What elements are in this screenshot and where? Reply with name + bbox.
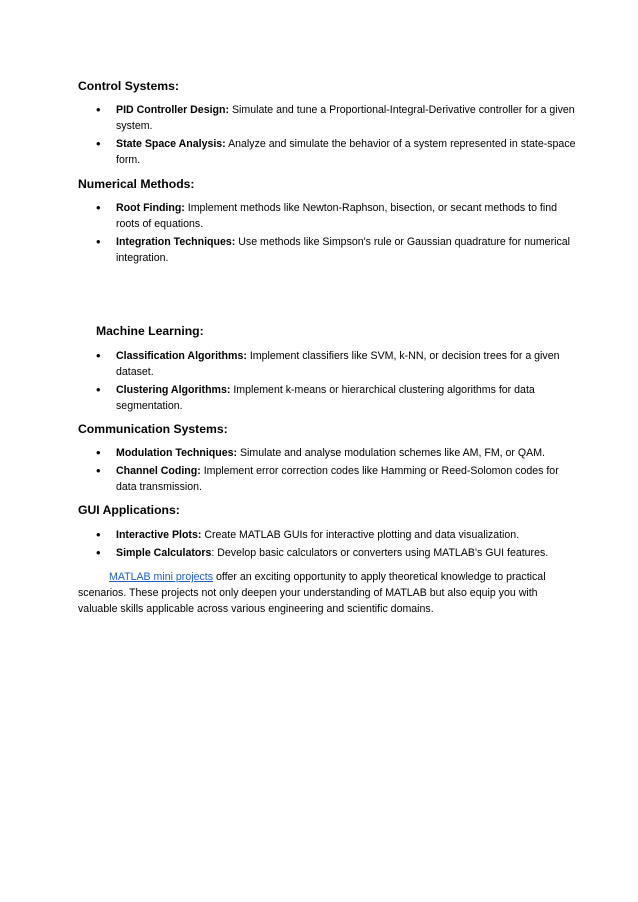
item-text: : Develop basic calculators or converters using MATLAB's GUI features. [211, 547, 549, 559]
list-item [0, 348, 638, 380]
list-item [0, 136, 638, 168]
item-text: Implement methods like Newton-Raphson, bisection, or secant methods to find roots of equations. [116, 202, 557, 230]
item-text: Simulate and tune a Proportional-Integral-Derivative controller for a given system. [116, 104, 575, 132]
item-term: PID Controller Design: [116, 104, 230, 116]
item-term: Interactive Plots: [116, 529, 202, 541]
list-item [0, 463, 638, 495]
closing-paragraph [78, 569, 568, 617]
section-heading-numerical-methods: Numerical Methods: [78, 177, 195, 191]
item-term: Channel Coding: [116, 465, 201, 477]
item-text: Use methods like Simpson's rule or Gaussian quadrature for numerical integration. [116, 236, 570, 264]
item-text: Implement error correction codes like Hamming or Reed-Solomon codes for data transmission. [116, 465, 559, 493]
numerical-methods-list [0, 200, 638, 268]
matlab-mini-projects-link[interactable]: MATLAB mini projects [109, 571, 214, 583]
item-term: Simple Calculators [116, 547, 212, 559]
list-item [0, 200, 638, 232]
communication-systems-list [0, 445, 638, 497]
section-heading-control-systems: Control Systems: [78, 79, 179, 93]
item-text: Implement classifiers like SVM, k-NN, or decision trees for a given dataset. [116, 350, 560, 378]
gui-applications-list [0, 527, 638, 563]
item-text: Simulate and analyse modulation schemes like AM, FM, or QAM. [237, 447, 545, 459]
list-item [0, 234, 638, 266]
section-heading-communication-systems: Communication Systems: [78, 422, 228, 436]
item-term: Root Finding: [116, 202, 185, 214]
item-term: Integration Techniques: [116, 236, 236, 248]
section-heading-machine-learning: Machine Learning: [96, 324, 204, 338]
control-systems-list [0, 102, 638, 170]
list-item [0, 382, 638, 414]
closing-text: offer an exciting opportunity to apply theoretical knowledge to practical scenarios. These projects not only deepen your understanding of MATLAB but also equip you with valuable skills applicable across various engineering and scientific domains. [78, 571, 546, 615]
list-item [0, 545, 638, 561]
machine-learning-list [0, 348, 638, 416]
item-term: Clustering Algorithms: [116, 384, 231, 396]
list-item [0, 445, 638, 461]
item-text: Implement k-means or hierarchical clustering algorithms for data segmentation. [116, 384, 535, 412]
item-term: State Space Analysis: [116, 138, 226, 150]
item-term: Modulation Techniques: [116, 447, 238, 459]
section-heading-gui-applications: GUI Applications: [78, 503, 180, 517]
list-item [0, 102, 638, 134]
list-item [0, 527, 638, 543]
item-text: Create MATLAB GUIs for interactive plotting and data visualization. [201, 529, 520, 541]
item-text: Analyze and simulate the behavior of a system represented in state-space form. [116, 138, 576, 166]
item-term: Classification Algorithms: [116, 350, 247, 362]
